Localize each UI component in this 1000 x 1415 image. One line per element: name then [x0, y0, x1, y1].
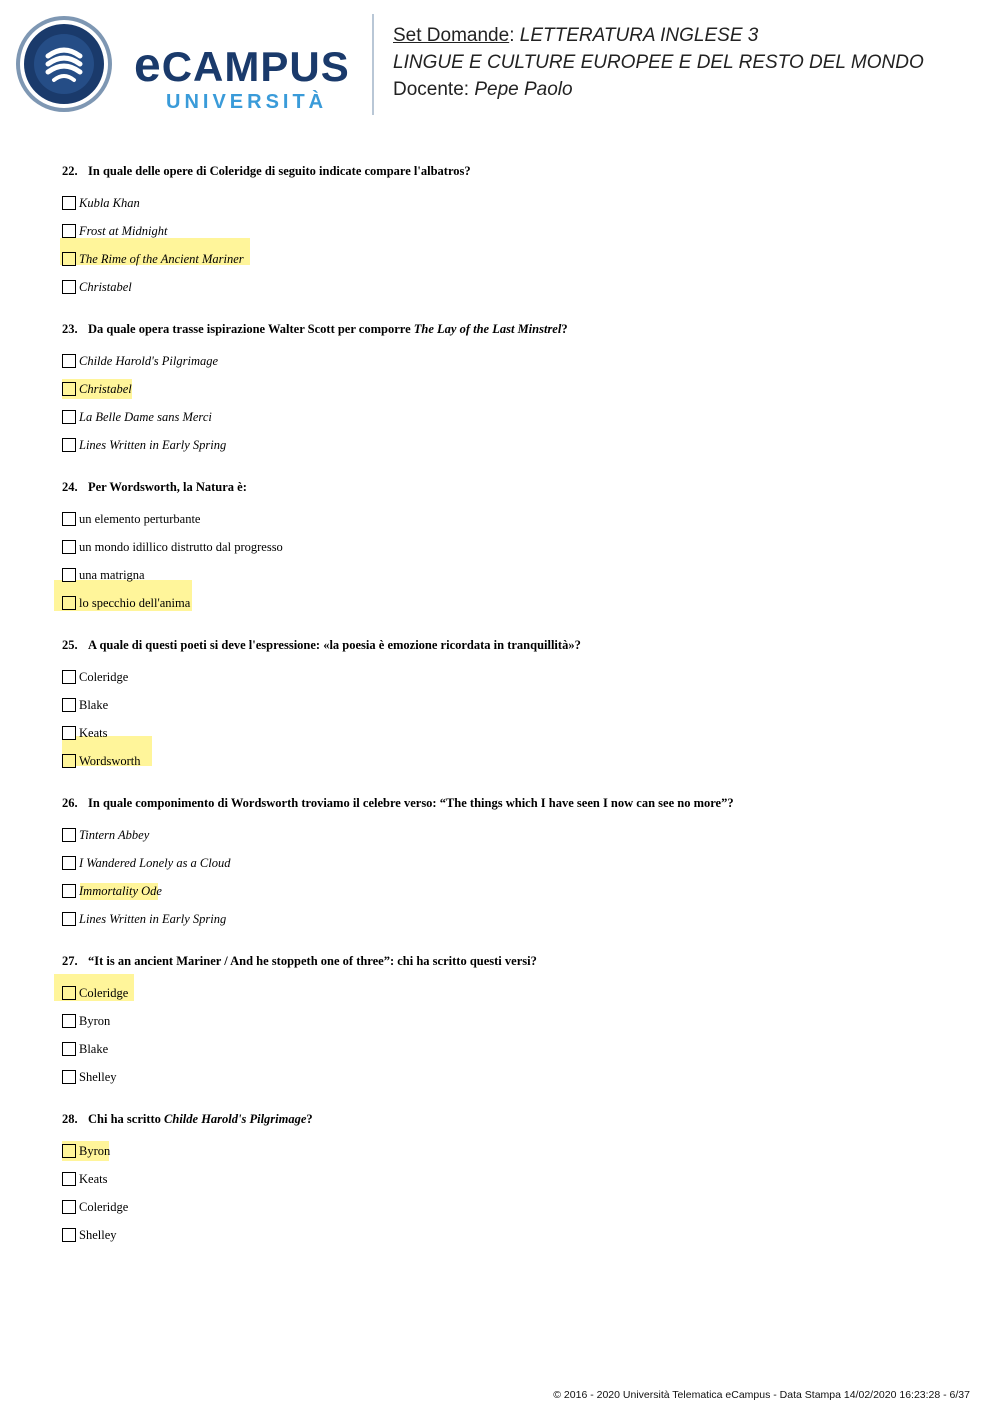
answer-option[interactable]: un elemento perturbante [62, 505, 962, 533]
checkbox[interactable] [62, 828, 76, 842]
answer-option-highlighted[interactable]: Wordsworth [62, 747, 962, 775]
answer-option-highlighted[interactable]: Coleridge [62, 979, 962, 1007]
checkbox[interactable] [62, 1070, 76, 1084]
checkbox[interactable] [62, 410, 76, 424]
checkbox[interactable] [62, 512, 76, 526]
teacher-name: Pepe Paolo [474, 79, 573, 100]
answer-option[interactable]: Shelley [62, 1063, 962, 1091]
checkbox[interactable] [62, 670, 76, 684]
answer-option[interactable]: Lines Written in Early Spring [62, 905, 962, 933]
question-title: 27. “It is an ancient Mariner / And he stoppeth one of three”: chi ha scritto questi versi? [62, 954, 537, 968]
question-22 [62, 163, 962, 301]
checkbox[interactable] [62, 224, 76, 238]
logo-wordmark: eCAMPUS [134, 39, 350, 92]
question-list [62, 163, 962, 1269]
question-title: 22. In quale delle opere di Coleridge di seguito indicate compare l'albatros? [62, 164, 471, 178]
answer-option[interactable]: Coleridge [62, 663, 962, 691]
question-title: 28. Chi ha scritto Childe Harold's Pilgrimage? [62, 1112, 313, 1126]
checkbox[interactable] [62, 986, 76, 1000]
answer-option[interactable]: Childe Harold's Pilgrimage [62, 347, 962, 375]
checkbox[interactable] [62, 698, 76, 712]
question-26 [62, 795, 962, 933]
answer-option[interactable]: Frost at Midnight [62, 217, 962, 245]
answer-option-highlighted[interactable]: The Rime of the Ancient Mariner [62, 245, 962, 273]
question-25 [62, 637, 962, 775]
question-23 [62, 321, 962, 459]
answer-option-highlighted[interactable]: Immortality Ode [62, 877, 962, 905]
question-28 [62, 1111, 962, 1249]
program-name: LINGUE E CULTURE EUROPEE E DEL RESTO DEL MONDO [393, 52, 924, 73]
question-27 [62, 953, 962, 1091]
answer-option[interactable]: Coleridge [62, 1193, 962, 1221]
answer-option-highlighted[interactable]: Byron [62, 1137, 962, 1165]
checkbox[interactable] [62, 252, 76, 266]
answer-option[interactable]: I Wandered Lonely as a Cloud [62, 849, 962, 877]
checkbox[interactable] [62, 280, 76, 294]
set-title-line: Set Domande: LETTERATURA INGLESE 3 [393, 25, 759, 46]
teacher-label: Docente: [393, 79, 475, 100]
checkbox[interactable] [62, 856, 76, 870]
checkbox[interactable] [62, 1014, 76, 1028]
checkbox[interactable] [62, 568, 76, 582]
answer-option[interactable]: Keats [62, 719, 962, 747]
answer-option[interactable]: Christabel [62, 273, 962, 301]
answer-option[interactable]: una matrigna [62, 561, 962, 589]
answer-option-highlighted[interactable]: lo specchio dell'anima [62, 589, 962, 617]
checkbox[interactable] [62, 1042, 76, 1056]
ecampus-logo [14, 14, 359, 118]
checkbox[interactable] [62, 1172, 76, 1186]
answer-option[interactable]: un mondo idillico distrutto dal progresso [62, 533, 962, 561]
checkbox[interactable] [62, 540, 76, 554]
checkbox[interactable] [62, 912, 76, 926]
teacher-line [393, 76, 983, 103]
answer-option[interactable]: Blake [62, 691, 962, 719]
checkbox[interactable] [62, 382, 76, 396]
checkbox[interactable] [62, 1228, 76, 1242]
checkbox[interactable] [62, 354, 76, 368]
checkbox[interactable] [62, 884, 76, 898]
checkbox[interactable] [62, 596, 76, 610]
question-title: 24. Per Wordsworth, la Natura è: [62, 480, 247, 494]
checkbox[interactable] [62, 1200, 76, 1214]
answer-option[interactable]: Lines Written in Early Spring [62, 431, 962, 459]
question-title: 26. In quale componimento di Wordsworth troviamo il celebre verso: “The things which I have seen I now can see no more”? [62, 796, 734, 810]
header-info [393, 22, 983, 103]
question-24 [62, 479, 962, 617]
checkbox[interactable] [62, 754, 76, 768]
checkbox[interactable] [62, 438, 76, 452]
course-name: LETTERATURA INGLESE 3 [519, 25, 759, 46]
checkbox[interactable] [62, 726, 76, 740]
set-label: Set Domande [393, 25, 510, 46]
answer-option[interactable]: Shelley [62, 1221, 962, 1249]
university-seal-icon [14, 14, 114, 114]
checkbox[interactable] [62, 1144, 76, 1158]
answer-option[interactable]: Tintern Abbey [62, 821, 962, 849]
answer-option[interactable]: Kubla Khan [62, 189, 962, 217]
logo-subtitle: UNIVERSITÀ [166, 91, 328, 113]
answer-option-highlighted[interactable]: Christabel [62, 375, 962, 403]
question-title: 23. Da quale opera trasse ispirazione Walter Scott per comporre The Lay of the Last Minstrel? [62, 322, 568, 336]
answer-option[interactable]: Keats [62, 1165, 962, 1193]
answer-option[interactable]: Blake [62, 1035, 962, 1063]
answer-option[interactable]: Byron [62, 1007, 962, 1035]
checkbox[interactable] [62, 196, 76, 210]
header-divider [372, 14, 374, 115]
question-title: 25. A quale di questi poeti si deve l'espressione: «la poesia è emozione ricordata in tranquillità»? [62, 638, 581, 652]
page-footer: © 2016 - 2020 Università Telematica eCampus - Data Stampa 14/02/2020 16:23:28 - 6/37 [553, 1389, 970, 1401]
answer-option[interactable]: La Belle Dame sans Merci [62, 403, 962, 431]
